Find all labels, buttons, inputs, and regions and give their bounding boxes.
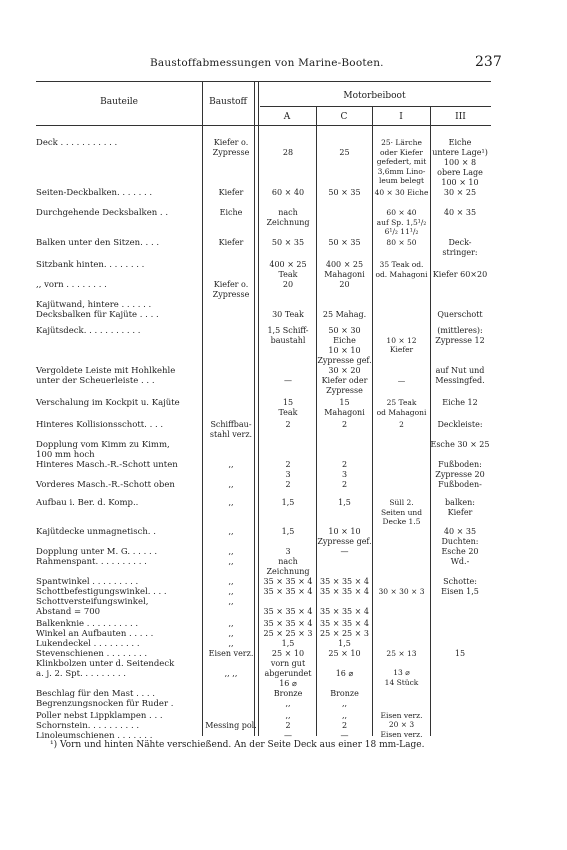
value-c-cell: 2 3 — [341, 460, 348, 479]
table-row — [36, 208, 491, 238]
bauteil-cell: Hinteres Kollisionsschott. . . . — [36, 420, 164, 430]
value-a-cell: vorn gut abgerundet 16 ⌀ — [264, 658, 312, 688]
value-iii-cell: Eiche 12 — [442, 398, 478, 407]
value-iii-cell: 40 × 35 Duchten: — [441, 526, 479, 546]
bauteil-cell: Vergoldete Leiste mit Hohlkehle unter der Scheuerleiste . . . — [36, 366, 176, 386]
table-row — [36, 547, 491, 557]
value-c-cell: ,, 2 — — [340, 710, 349, 740]
bauteil-cell: Poller nebst Lippklampen . . . Schornstein. . . . . . . . . . Linoleumschienen . . . . . . . — [36, 710, 163, 741]
bauteil-cell: Balken unter den Sitzen. . . . — [36, 238, 160, 248]
value-a-cell: 3 — [285, 546, 291, 556]
value-a-cell: 1,5 — [281, 638, 295, 648]
value-i-cell: 60 × 40 auf Sp. 1,5¹/₂ 6¹/₂ 11¹/₂ — [376, 208, 427, 236]
bauteil-cell: Aufbau i. Ber. d. Komp.. — [36, 498, 139, 508]
baustoff-cell: ,, — [228, 628, 234, 638]
value-a-cell: 15 Teak — [278, 398, 298, 417]
value-c-cell: 50 × 30 Eiche 10 × 10 Zypresse gef. — [317, 326, 372, 365]
bauteil-cell: Seiten-Deckbalken. . . . . . . — [36, 188, 153, 198]
baustoff-cell: ,, — [228, 498, 234, 507]
table-row — [36, 659, 491, 689]
baustoff-cell: ,, — [228, 596, 234, 606]
column-header-baustoff: Baustoff — [209, 97, 247, 107]
value-i-cell: 25 × 13 — [386, 648, 417, 658]
table-row — [36, 480, 491, 498]
table-row — [36, 326, 491, 366]
baustoff-cell: Messing pol. — [205, 720, 257, 730]
bauteil-cell: Verschalung im Kockpit u. Kajüte — [36, 398, 180, 408]
value-a-cell: 2 3 — [285, 460, 291, 479]
value-c-cell: 16 ⌀ — [335, 668, 354, 678]
footnote: ¹) Vorn und hinten Nähte verschießend. An der Seite Deck aus einer 18 mm-Lage. — [50, 740, 425, 750]
value-a-cell: 1,5 — [281, 526, 295, 536]
value-a-cell: 30 Teak — [272, 310, 304, 319]
table-row — [36, 587, 491, 597]
table-row — [36, 238, 491, 260]
column-header-c: C — [340, 112, 348, 122]
value-iii-cell: Esche 20 — [441, 546, 479, 556]
table-row — [36, 138, 491, 188]
value-a-cell: 2 — [285, 420, 291, 429]
value-a-cell: — — [284, 376, 292, 385]
bauteil-cell: Stevenschienen . . . . . . . . — [36, 648, 148, 659]
value-c-cell: 30 × 20 Kiefer oder Zypresse — [321, 366, 368, 395]
baustoff-cell: ,, — [228, 576, 234, 586]
baustoff-cell: Kiefer — [218, 188, 244, 197]
value-a-cell: Bronze ,, — [273, 688, 303, 708]
value-c-cell: 25 — [339, 148, 350, 157]
table-row — [36, 619, 491, 629]
value-iii-cell: Fußboden: Zypresse 20 — [435, 460, 485, 479]
bauteil-cell: Durchgehende Decksbalken . . — [36, 208, 169, 218]
value-i-cell: 2 — [399, 420, 404, 429]
value-a-cell: 28 — [282, 148, 294, 157]
table-row — [36, 440, 491, 460]
group-header-rule — [260, 106, 491, 107]
value-iii-cell: (mittleres): Zypresse 12 — [435, 326, 485, 345]
value-iii-cell: Esche 30 × 25 — [430, 440, 490, 449]
value-c-cell: — — [340, 546, 349, 556]
bauteil-cell: Beschlag für den Mast . . . . Begrenzungsnocken für Ruder . — [36, 688, 174, 709]
value-c-cell: 35 × 35 × 4 — [319, 606, 370, 616]
value-i-cell: 40 × 30 Eiche — [374, 188, 429, 197]
value-a-cell: 60 × 40 — [271, 188, 305, 197]
value-i-cell: 80 × 50 — [386, 238, 417, 247]
table-row — [36, 649, 491, 659]
bauteil-cell: Kajütsdeck. . . . . . . . . . . — [36, 326, 141, 336]
baustoff-cell: Eiche — [219, 208, 243, 217]
value-a-cell: nach Zeichnung — [266, 556, 310, 576]
value-iii-cell: Wd.- — [450, 556, 470, 566]
column-group-header: Motorbeiboot — [343, 91, 406, 101]
baustoff-cell: ,, — [228, 638, 234, 648]
value-iii-cell: Querschott — [437, 310, 483, 319]
value-a-cell: 35 × 35 × 4 — [263, 576, 313, 586]
bauteil-cell: Dopplung vom Kimm zu Kimm, 100 mm hoch — [36, 440, 170, 460]
bauteil-cell: Sitzbank hinten. . . . . . . . ,, vorn . . . . . . . . — [36, 260, 145, 290]
value-a-cell: 400 × 25 Teak 20 — [269, 260, 307, 289]
table-row — [36, 260, 491, 300]
table-row — [36, 420, 491, 440]
value-a-cell: 1,5 — [281, 498, 295, 507]
specification-table — [36, 138, 491, 745]
baustoff-cell: Kiefer — [218, 238, 244, 247]
value-a-cell: 35 × 35 × 4 — [263, 586, 313, 596]
value-c-cell: 2 — [341, 420, 348, 429]
baustoff-cell: Eisen verz. — [208, 648, 254, 658]
bauteil-cell: Deck . . . . . . . . . . . — [36, 138, 118, 148]
value-c-cell: 25 × 25 × 3 — [319, 628, 370, 638]
bauteil-cell: Hinteres Masch.-R.-Schott unten — [36, 460, 178, 470]
value-i-cell: Süll 2. Seiten und Decke 1.5 — [380, 498, 423, 526]
table-top-rule — [36, 81, 491, 82]
table-row — [36, 639, 491, 649]
value-a-cell: 35 × 35 × 4 — [263, 606, 313, 616]
baustoff-cell: ,, — [228, 480, 234, 489]
value-iii-cell: Eisen 1,5 — [441, 586, 479, 596]
value-i-cell: Eisen verz. 20 × 3 Eisen verz. — [380, 710, 423, 739]
value-a-cell: nach Zeichnung — [266, 208, 310, 227]
column-header-i: I — [399, 112, 403, 122]
value-c-cell: 2 — [341, 480, 348, 489]
value-iii-cell: Deck- stringer: — [442, 238, 478, 257]
value-c-cell: 50 × 35 — [328, 238, 361, 247]
table-row — [36, 557, 491, 577]
baustoff-cell: ,, — [228, 546, 234, 556]
baustoff-cell: ,, — [228, 586, 234, 596]
baustoff-cell: ,, ,, — [224, 668, 238, 678]
bauteil-cell: Kajütdecke unmagnetisch. . — [36, 526, 156, 537]
baustoff-cell: ,, — [228, 618, 234, 628]
page-header-title: Baustoffabmessungen von Marine-Booten. — [150, 57, 384, 69]
value-iii-cell: Fußboden- — [438, 480, 482, 489]
value-iii-cell: 40 × 35 — [443, 208, 477, 217]
page-number: 237 — [475, 54, 502, 70]
value-c-cell: 25 Mahag. — [322, 310, 367, 319]
value-iii-cell: Schotte: — [443, 576, 477, 586]
table-row — [36, 629, 491, 639]
value-c-cell: 1,5 — [338, 498, 351, 507]
table-row — [36, 597, 491, 619]
table-row — [36, 300, 491, 326]
value-iii-cell: balken: Kiefer — [445, 498, 475, 517]
value-iii-cell: Kiefer 60×20 — [432, 270, 488, 279]
value-i-cell: 10 × 12 Kiefer — [386, 335, 417, 354]
bauteil-cell: Rahmenspant. . . . . . . . . . — [36, 556, 147, 567]
value-iii-cell: 15 — [454, 648, 466, 658]
bauteil-cell: Schottversteifungswinkel, Abstand = 700 — [36, 596, 149, 617]
column-header-a: A — [283, 112, 291, 122]
bauteil-cell: Balkenknie . . . . . . . . . . — [36, 618, 139, 629]
value-iii-cell: 30 × 25 — [443, 188, 477, 197]
table-row — [36, 689, 491, 711]
table-row — [36, 188, 491, 208]
bauteil-cell: Dopplung unter M. G. . . . . . — [36, 546, 158, 557]
value-c-cell: 1,5 — [338, 638, 351, 648]
value-c-cell: 50 × 35 — [328, 188, 361, 197]
value-c-cell: 35 × 35 × 4 — [319, 586, 370, 596]
baustoff-cell: ,, — [228, 526, 234, 536]
value-a-cell: 35 × 35 × 4 — [263, 618, 313, 628]
value-a-cell: 25 × 25 × 3 — [263, 628, 313, 638]
value-a-cell: 1,5 Schiff- baustahl — [267, 326, 309, 345]
value-a-cell: 50 × 35 — [271, 238, 305, 247]
baustoff-cell: Kiefer o. Zypresse — [212, 280, 250, 299]
bauteil-cell: Schottbefestigungswinkel. . . . — [36, 586, 167, 597]
table-row — [36, 366, 491, 398]
value-i-cell: — — [397, 375, 406, 385]
value-c-cell: Bronze ,, — [330, 688, 359, 708]
value-a-cell: ,, 2 — — [284, 710, 292, 740]
bauteil-cell: Lukendeckel . . . . . . . . . — [36, 638, 140, 649]
value-iii-cell: Eiche untere Lage¹) 100 × 8 obere Lage 100 × 10 — [432, 138, 488, 187]
table-row — [36, 460, 491, 480]
bauteil-cell: Vorderes Masch.-R.-Schott oben — [36, 480, 175, 490]
baustoff-cell: ,, — [228, 556, 234, 566]
bauteil-cell: Kajütwand, hintere . . . . . . Decksbalken für Kajüte . . . . — [36, 300, 159, 320]
value-c-cell: 35 × 35 × 4 — [319, 618, 370, 628]
baustoff-cell: ,, — [228, 460, 234, 469]
value-iii-cell: Deckleiste: — [437, 420, 483, 429]
value-i-cell: 25· Lärche oder Kiefer gefedert, mit 3,6mm Lino- leum belegt — [376, 138, 427, 185]
value-c-cell: 15 Mahagoni — [324, 398, 365, 417]
value-c-cell: 400 × 25 Mahagoni 20 — [324, 260, 365, 289]
value-a-cell: 25 × 10 — [271, 648, 305, 658]
value-c-cell: 35 × 35 × 4 — [319, 576, 370, 586]
value-i-cell: 30 × 30 × 3 — [378, 586, 425, 596]
bauteil-cell: Winkel an Aufbauten . . . . . — [36, 628, 154, 639]
value-c-cell: 25 × 10 — [328, 648, 361, 658]
baustoff-cell: Kiefer o. Zypresse — [212, 138, 250, 157]
table-row — [36, 398, 491, 420]
value-i-cell: 13 ⌀ 14 Stück — [384, 668, 419, 687]
baustoff-cell: Schiffbau- stahl verz. — [209, 420, 253, 439]
value-a-cell: 2 — [285, 480, 291, 489]
header-bottom-rule — [36, 125, 491, 126]
table-row — [36, 527, 491, 547]
bauteil-cell: Spantwinkel . . . . . . . . . — [36, 576, 139, 587]
value-c-cell: 10 × 10 Zypresse gef. — [317, 526, 372, 546]
column-header-iii: III — [455, 112, 466, 122]
value-i-cell: 35 Teak od. od. Mahagoni — [375, 260, 428, 279]
table-row — [36, 498, 491, 527]
value-iii-cell: auf Nut und Messingfed. — [435, 366, 485, 385]
bauteil-cell: Klinkbolzen unter d. Seitendeck a. j. 2. Spt. . . . . . . . . — [36, 658, 175, 679]
value-i-cell: 25 Teak od Mahagoni — [376, 398, 427, 417]
table-row — [36, 577, 491, 587]
column-header-bauteile: Bauteile — [100, 97, 138, 107]
